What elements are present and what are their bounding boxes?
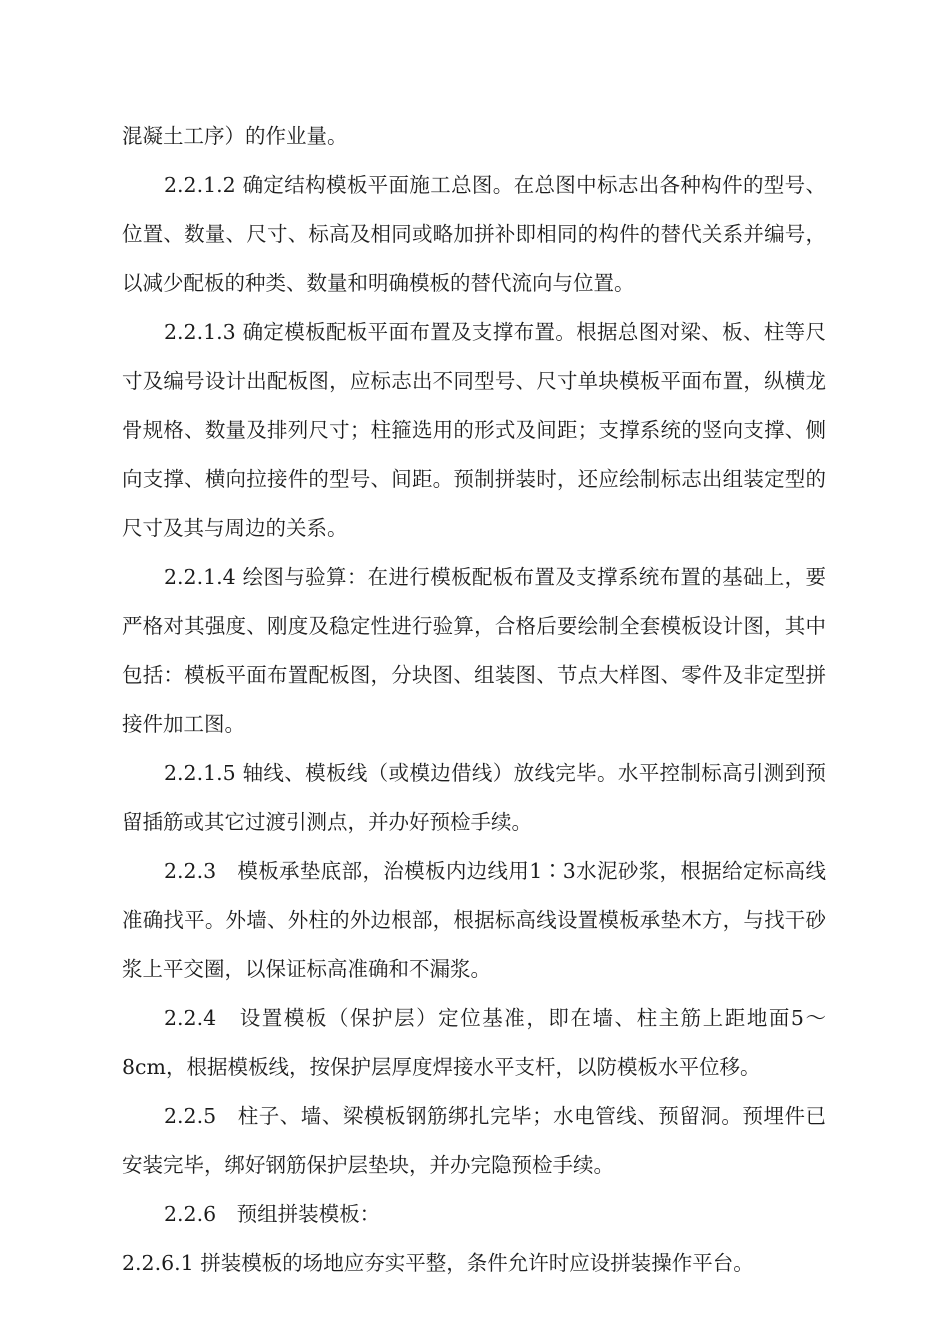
paragraph-continued: 混凝土工序）的作业量。 <box>122 124 348 148</box>
paragraph-2-2-3: 2.2.3 模板承垫底部，治模板内边线用1∶3水泥砂浆，根据给定标高线准确找平。外墙、外柱的外边根部，根据标高线设置模板承垫木方，与找干砂浆上平交圈，以保证标高准确和不漏浆。 <box>122 859 826 981</box>
paragraph-2-2-6: 2.2.6 预组拼装模板： <box>164 1202 381 1226</box>
paragraph-2-2-1-4: 2.2.1.4 绘图与验算：在进行模板配板布置及支撑系统布置的基础上，要严格对其强度、刚度及稳定性进行验算，合格后要绘制全套模板设计图，其中包括：模板平面布置配板图，分块图、组装图、节点大样图、零件及非定型拼接件加工图。 <box>122 565 826 736</box>
paragraph-2-2-4: 2.2.4 设置模板（保护层）定位基准，即在墙、柱主筋上距地面5～8cm，根据模板线，按保护层厚度焊接水平支杆，以防模板水平位移。 <box>122 1006 826 1079</box>
paragraph-2-2-1-2: 2.2.1.2 确定结构模板平面施工总图。在总图中标志出各种构件的型号、位置、数量、尺寸、标高及相同或略加拼补即相同的构件的替代关系并编号，以减少配板的种类、数量和明确模板的替代流向与位置。 <box>122 173 826 295</box>
paragraph-2-2-1-3: 2.2.1.3 确定模板配板平面布置及支撑布置。根据总图对梁、板、柱等尺寸及编号设计出配板图，应标志出不同型号、尺寸单块模板平面布置，纵横龙骨规格、数量及排列尺寸；柱箍选用的形式及间距；支撑系统的竖向支撑、侧向支撑、横向拉接件的型号、间距。预制拼装时，还应绘制标志出组装定型的尺寸及其与周边的关系。 <box>122 320 826 540</box>
paragraph-2-2-6-1: 2.2.6.1 拼装模板的场地应夯实平整，条件允许时应设拼装操作平台。 <box>122 1251 754 1275</box>
paragraph-2-2-5: 2.2.5 柱子、墙、梁模板钢筋绑扎完毕；水电管线、预留洞。预埋件已安装完毕，绑好钢筋保护层垫块，并办完隐预检手续。 <box>122 1104 826 1177</box>
document-body <box>122 112 826 1288</box>
paragraph-2-2-1-5: 2.2.1.5 轴线、模板线（或模边借线）放线完毕。水平控制标高引测到预留插筋或其它过渡引测点，并办好预检手续。 <box>122 761 826 834</box>
